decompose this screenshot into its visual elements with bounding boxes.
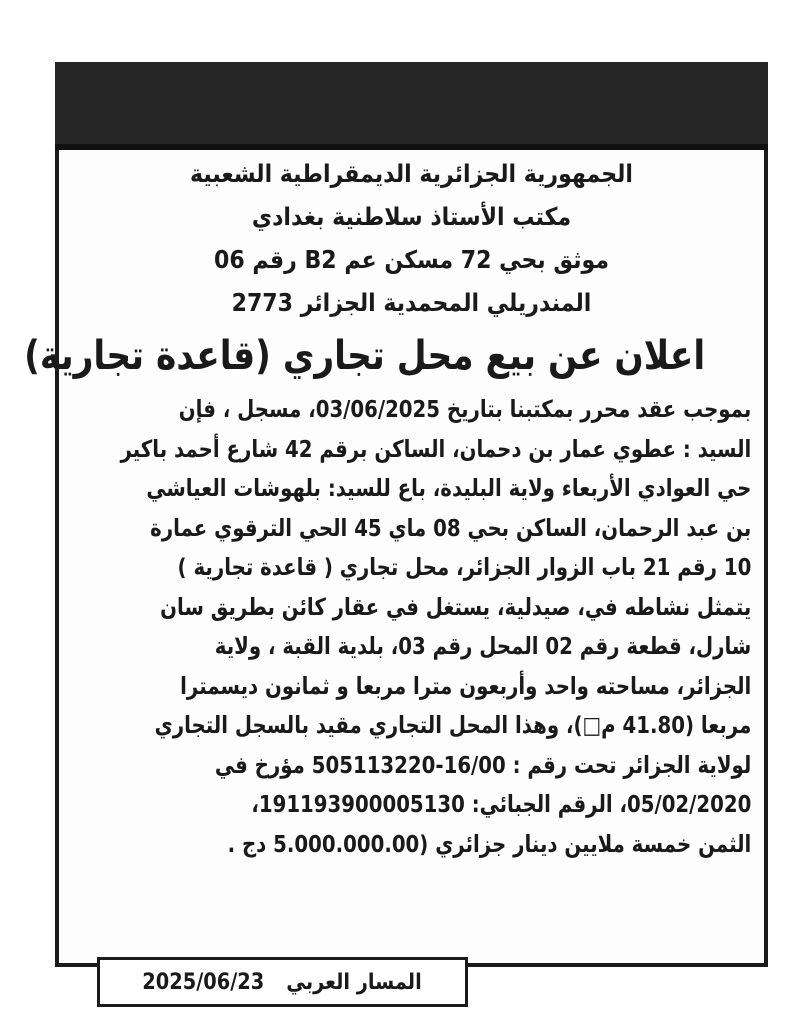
- notice-title: اعلان عن بيع محل تجاري (قاعدة تجارية): [24, 333, 706, 379]
- body-line: لولاية الجزائر تحت رقم : 16/00-505113220 مؤرخ في: [214, 750, 752, 779]
- publication-name: المسار العربي: [286, 969, 422, 995]
- header-line-address: موثق بحي 72 مسكن عم B2 رقم 06: [214, 245, 609, 274]
- body-line: بن عبد الرحمان، الساكن بحي 08 ماي 45 الحي الترقوي عمارة: [150, 513, 752, 542]
- publication-date: 2025/06/23: [142, 969, 265, 995]
- body-line: يتمثل نشاطه في، صيدلية، يستغل في عقار كائن بطريق سان: [160, 592, 752, 621]
- header-line-office: مكتب الأستاذ سلاطنية بغدادي: [251, 202, 572, 231]
- body-line: الجزائر، مساحته واحد وأربعون مترا مربعا و ثمانون ديسمترا: [180, 671, 752, 700]
- body-line: مربعا (41.80 م□)، وهذا المحل التجاري مقيد بالسجل التجاري: [154, 711, 752, 739]
- body-line: حي العوادي الأربعاء ولاية البليدة، باع للسيد: بلهوشات العياشي: [146, 474, 752, 502]
- header-line-city: المندريلي المحمدية الجزائر 2773: [231, 288, 592, 317]
- header-line-republic: الجمهورية الجزائرية الديمقراطية الشعبية: [190, 159, 633, 188]
- body-line: 10 رقم 21 باب الزوار الجزائر، محل تجاري ( قاعدة تجارية ): [177, 553, 752, 581]
- body-line: الثمن خمسة ملايين دينار جزائري (5.000.000.00 دج .: [227, 829, 752, 858]
- header-bar: [55, 62, 768, 150]
- notice-body: [70, 390, 753, 864]
- body-line: 05/02/2020، الرقم الجبائي: 191193900005130،: [251, 790, 752, 818]
- notice-content: [24, 152, 753, 864]
- body-line: شارل، قطعة رقم 02 المحل رقم 03، بلدية القبة ، ولاية: [214, 632, 752, 660]
- body-line: السيد : عطوي عمار بن دحمان، الساكن برقم 42 شارع أحمد باكير: [120, 434, 752, 463]
- publication-footer: [97, 957, 468, 1007]
- body-line: بموجب عقد محرر بمكتبنا بتاريخ 03/06/2025، مسجل ، فإن: [178, 395, 752, 423]
